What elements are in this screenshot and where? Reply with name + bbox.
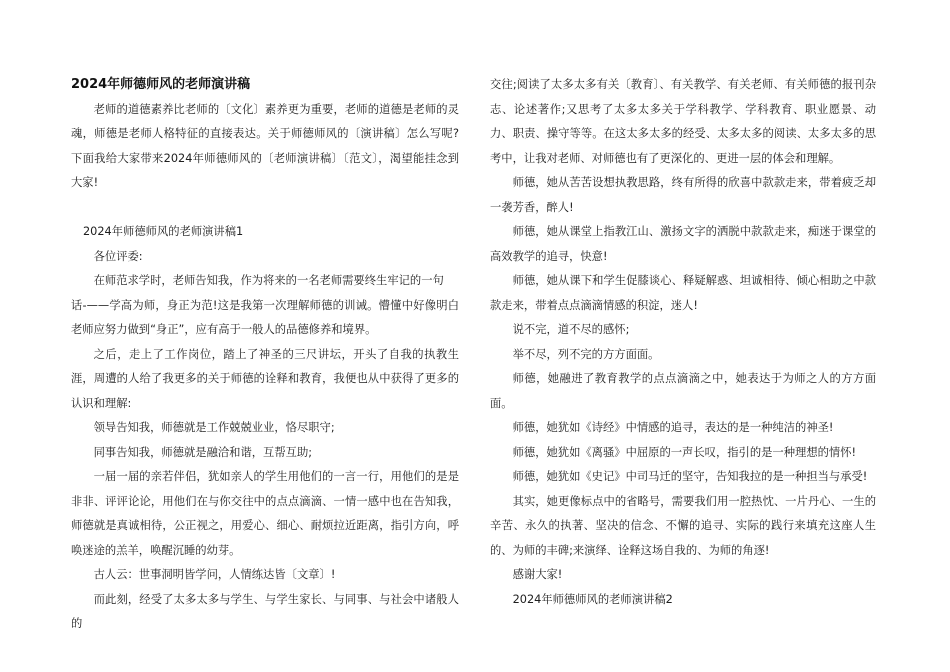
right-column-body <box>490 73 876 612</box>
paragraph: 老师的道德素养比老师的〔文化〕素养更为重要，老师的道德是老师的灵魂，师德是老师人格特征的直接表达。关于师德师风的〔演讲稿〕怎么写呢?下面我给大家带来2024年师德师风的〔老师演讲稿〕〔范文〕，渴望能挂念到大家! <box>71 102 459 189</box>
paragraph: 举不尽，列不完的方方面面。 <box>512 347 660 361</box>
paragraph: 各位评委: <box>93 249 143 263</box>
paragraph: 同事告知我，师德就是融洽和谐，互帮互助; <box>93 445 313 459</box>
paragraph: 其实，她更像标点中的省略号，需要我们用一腔热忱、一片丹心、一生的辛苦、永久的执著、坚决的信念、不懈的追寻、实际的践行来填充这座人生的、为师的丰碑;来演绎、诠释这场自我的、为师的角逐! <box>490 494 876 557</box>
paragraph: 说不完，道不尽的感怀; <box>512 323 630 336</box>
paragraph: 师德，她融进了教育教学的点点滴滴之中，她表达于为师之人的方方面面。 <box>490 372 876 410</box>
paragraph: 古人云：世事洞明皆学问，人情练达皆〔文章〕! <box>93 568 336 581</box>
paragraph: 领导告知我，师德就是工作兢兢业业，恪尽职守; <box>93 421 335 434</box>
paragraph: 交往;阅读了太多太多有关〔教育〕、有关教学、有关老师、有关师德的报刊杂志、论述著作;又思考了太多太多关于学科教学、学科教育、职业愿景、动力、职责、操守等等。在这太多太多的经受、太多太多的阅读、太多太多的思考中，让我对老师、对师德也有了更深化的、更进一层的体会和理解。 <box>490 78 876 165</box>
paragraph: 师德，她犹如《诗经》中情感的追寻，表达的是一种纯洁的神圣! <box>512 421 834 434</box>
paragraph: 2024年师德师风的老师演讲稿2 <box>512 592 673 606</box>
paragraph: 师德，她犹如《离骚》中屈原的一声长叹，指引的是一种理想的情怀! <box>512 445 857 459</box>
paragraph: 师德，她从课堂上指教江山、激扬文字的洒脱中款款走来，痴迷于课堂的高效教学的追寻，快意! <box>490 225 876 263</box>
paragraph: 而此刻，经受了太多太多与学生、与学生家长、与同事、与社会中诸般人的 <box>71 592 459 630</box>
paragraph: 师德，她从苦苦设想执教思路，终有所得的欣喜中款款走来，带着疲乏却一袭芳香，醉人! <box>490 176 876 214</box>
left-column-body <box>71 98 459 637</box>
paragraph: 一届一届的亲若伴侣，犹如亲人的学生用他们的一言一行，用他们的是是非非、评评论论，用他们在与你交往中的点点滴滴、一情一感中也在告知我，师德就是真诚相待，公正视之，用爱心、细心、耐烦拉近距离，指引方向，呼唤迷途的羔羊，唤醒沉睡的幼芽。 <box>71 470 459 557</box>
document-title: 2024年师德师风的老师演讲稿 <box>71 77 251 92</box>
paragraph: 师德，她犹如《史记》中司马迁的坚守，告知我拉的是一种担当与承受! <box>512 470 868 483</box>
left-column <box>71 73 459 637</box>
section-heading: 2024年师德师风的老师演讲稿1 <box>83 225 244 238</box>
paragraph: 感谢大家! <box>512 568 563 581</box>
right-column <box>490 73 876 612</box>
paragraph: 话-——学高为师，身正为范!这是我第一次理解师德的训诫。懵懂中好像明白老师应努力做到“身正”，应有高于一般人的品德修养和境界。 <box>71 298 459 336</box>
paragraph: 之后，走上了工作岗位，踏上了神圣的三尺讲坛，开头了自我的执教生涯，周遭的人给了我更多的关于师德的诠释和教育，我便也从中获得了更多的认识和理解: <box>71 347 459 410</box>
paragraph: 在师范求学时，老师告知我，作为将来的一名老师需要终生牢记的一句 <box>93 274 444 287</box>
paragraph-gap <box>71 196 459 221</box>
paragraph: 师德，她从课下和学生促膝谈心、释疑解惑、坦诚相待、倾心相助之中款款走来，带着点点滴滴情感的积淀，迷人! <box>490 274 876 312</box>
